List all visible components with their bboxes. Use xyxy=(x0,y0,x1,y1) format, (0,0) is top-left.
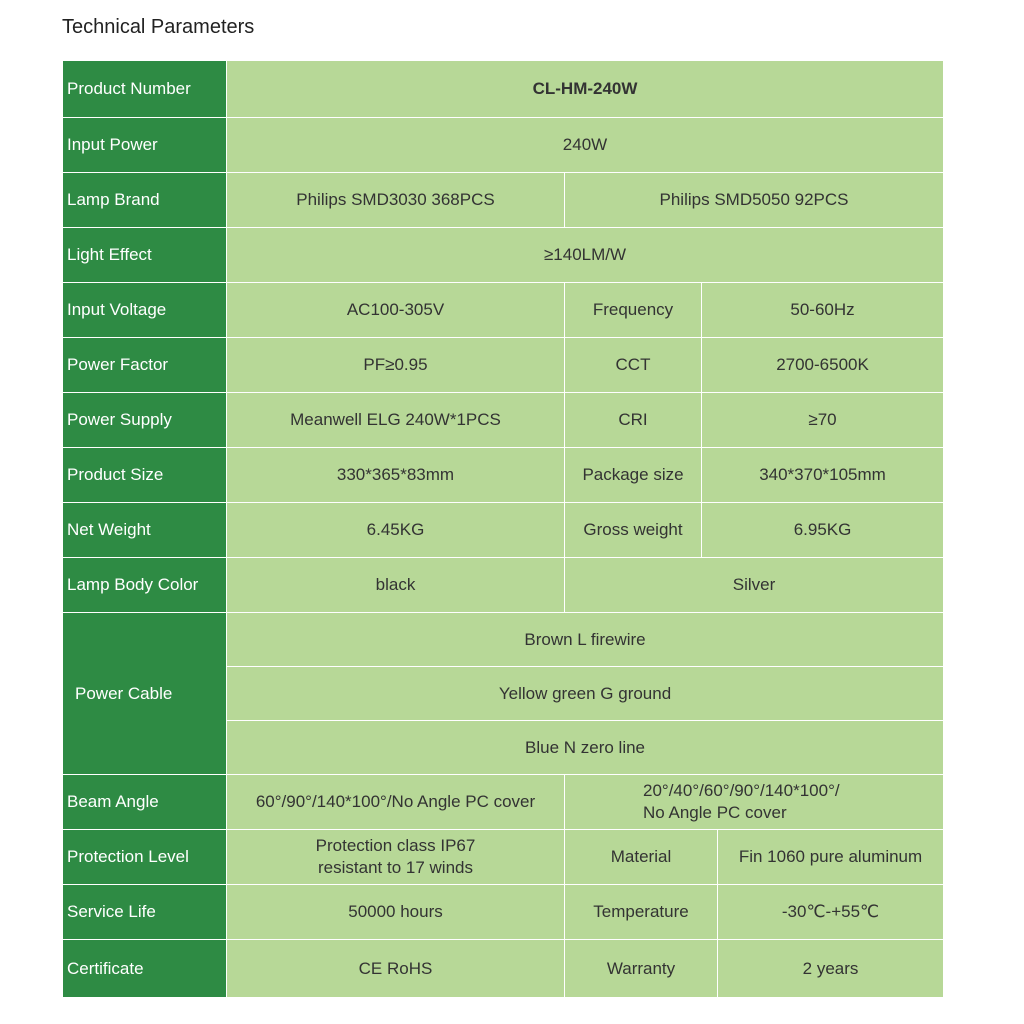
lamp-brand-value-a: Philips SMD3030 368PCS xyxy=(227,173,565,228)
net-weight-value: 6.45KG xyxy=(227,503,565,558)
table-row-lamp-body-color xyxy=(63,558,944,613)
cct-value: 2700-6500K xyxy=(702,338,944,393)
table-row-power-supply xyxy=(63,393,944,448)
row-label: Input Power xyxy=(63,118,227,173)
row-label: Beam Angle xyxy=(63,775,227,830)
package-size-label: Package size xyxy=(565,448,702,503)
material-value: Fin 1060 pure aluminum xyxy=(718,830,944,885)
package-size-value: 340*370*105mm xyxy=(702,448,944,503)
row-label: Service Life xyxy=(63,885,227,940)
beam-angle-value-b-line1: 20°/40°/60°/90°/140*100°/ xyxy=(643,781,840,800)
row-label: Lamp Body Color xyxy=(63,558,227,613)
input-power-value: 240W xyxy=(227,118,944,173)
temperature-value: -30℃-+55℃ xyxy=(718,885,944,940)
row-label: Net Weight xyxy=(63,503,227,558)
beam-angle-value-a: 60°/90°/140*100°/No Angle PC cover xyxy=(227,775,565,830)
light-effect-value: ≥140LM/W xyxy=(227,228,944,283)
table-row-product-size xyxy=(63,448,944,503)
power-supply-value: Meanwell ELG 240W*1PCS xyxy=(227,393,565,448)
certificate-value: CE RoHS xyxy=(227,940,565,998)
power-factor-value: PF≥0.95 xyxy=(227,338,565,393)
power-cable-line: Blue N zero line xyxy=(227,721,944,775)
row-label: Product Size xyxy=(63,448,227,503)
technical-parameters-table xyxy=(62,60,944,998)
service-life-value: 50000 hours xyxy=(227,885,565,940)
power-cable-line: Yellow green G ground xyxy=(227,667,944,721)
temperature-label: Temperature xyxy=(565,885,718,940)
table-row-certificate xyxy=(63,940,944,998)
frequency-value: 50-60Hz xyxy=(702,283,944,338)
table-row-input-power xyxy=(63,118,944,173)
beam-angle-value-b-line2: No Angle PC cover xyxy=(643,803,787,822)
protection-level-line2: resistant to 17 winds xyxy=(318,858,473,877)
beam-angle-value-b xyxy=(565,775,944,830)
row-label: Power Cable xyxy=(63,613,227,775)
cri-value: ≥70 xyxy=(702,393,944,448)
row-label: Lamp Brand xyxy=(63,173,227,228)
table-row-lamp-brand xyxy=(63,173,944,228)
table-row-beam-angle xyxy=(63,775,944,830)
lamp-body-color-value-b: Silver xyxy=(565,558,944,613)
table-row-net-weight xyxy=(63,503,944,558)
lamp-body-color-value-a: black xyxy=(227,558,565,613)
protection-level-line1: Protection class IP67 xyxy=(315,836,476,855)
row-label: Light Effect xyxy=(63,228,227,283)
gross-weight-label: Gross weight xyxy=(565,503,702,558)
row-label: Certificate xyxy=(63,940,227,998)
product-size-value: 330*365*83mm xyxy=(227,448,565,503)
cct-label: CCT xyxy=(565,338,702,393)
input-voltage-value: AC100-305V xyxy=(227,283,565,338)
row-label: Power Factor xyxy=(63,338,227,393)
material-label: Material xyxy=(565,830,718,885)
table-row-service-life xyxy=(63,885,944,940)
lamp-brand-value-b: Philips SMD5050 92PCS xyxy=(565,173,944,228)
row-label: Power Supply xyxy=(63,393,227,448)
product-number-value: CL-HM-240W xyxy=(227,61,944,118)
protection-level-value xyxy=(227,830,565,885)
cri-label: CRI xyxy=(565,393,702,448)
table-row-product-number xyxy=(63,61,944,118)
table-row-power-cable xyxy=(63,613,944,667)
table-row-input-voltage xyxy=(63,283,944,338)
page-title: Technical Parameters xyxy=(62,16,255,38)
row-label: Protection Level xyxy=(63,830,227,885)
warranty-value: 2 years xyxy=(718,940,944,998)
table-row-protection-level xyxy=(63,830,944,885)
warranty-label: Warranty xyxy=(565,940,718,998)
table-row-power-factor xyxy=(63,338,944,393)
power-cable-line: Brown L firewire xyxy=(227,613,944,667)
row-label: Product Number xyxy=(63,61,227,118)
table-row-light-effect xyxy=(63,228,944,283)
row-label: Input Voltage xyxy=(63,283,227,338)
gross-weight-value: 6.95KG xyxy=(702,503,944,558)
frequency-label: Frequency xyxy=(565,283,702,338)
